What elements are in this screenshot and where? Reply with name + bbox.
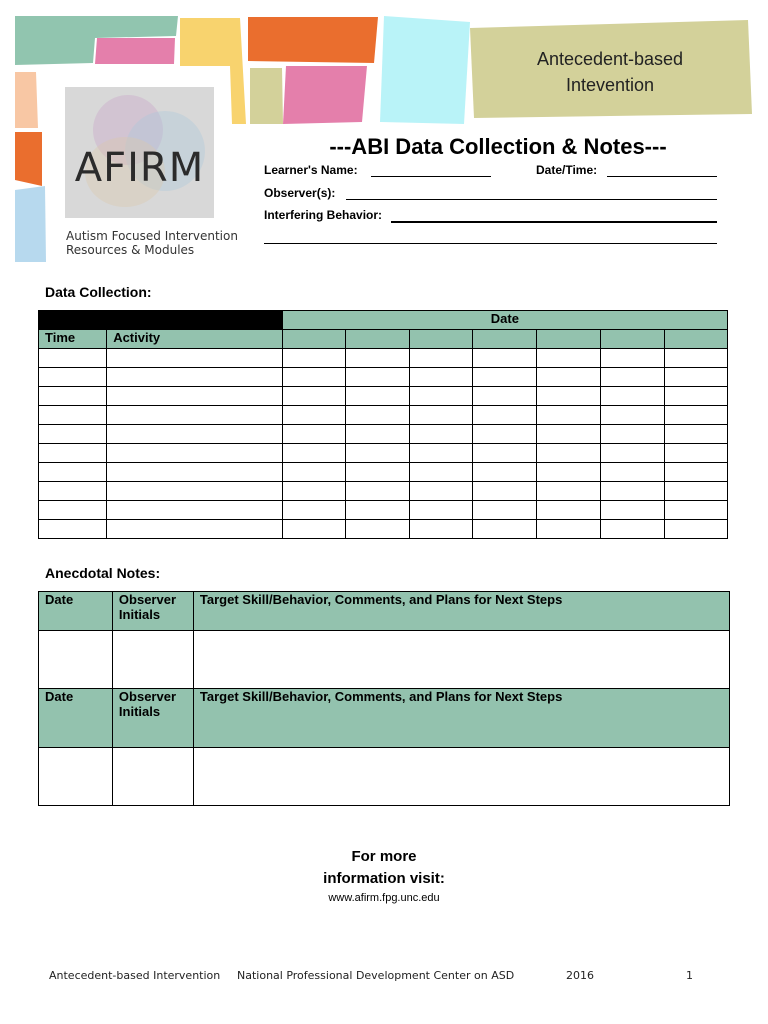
date-column-header [473, 330, 537, 349]
interfering-behavior-field-line2[interactable] [264, 243, 717, 244]
date-data-cell[interactable] [664, 444, 727, 463]
topic-title: Antecedent-based Intevention [536, 49, 684, 95]
date-column-header [345, 330, 409, 349]
logo-subtitle: Autism Focused Intervention Resources & Modules [66, 229, 238, 257]
date-data-cell[interactable] [473, 349, 537, 368]
time-cell[interactable] [39, 520, 107, 539]
date-data-cell[interactable] [282, 520, 345, 539]
target-skill-cell[interactable] [193, 748, 729, 806]
blank-header-cell [39, 311, 283, 330]
observers-label: Observer(s): [264, 186, 336, 200]
date-time-label: Date/Time: [536, 163, 598, 177]
more-info-line2: information visit: [323, 870, 445, 887]
date-data-cell[interactable] [345, 482, 409, 501]
date-data-cell[interactable] [410, 501, 473, 520]
note-date-cell[interactable] [39, 748, 113, 806]
date-data-cell[interactable] [282, 425, 345, 444]
activity-cell[interactable] [107, 387, 283, 406]
anecdotal-notes-table [38, 591, 730, 806]
time-cell[interactable] [39, 387, 107, 406]
activity-cell[interactable] [107, 425, 283, 444]
observer-initials-header: Observer Initials [112, 592, 193, 631]
observers-field[interactable] [346, 199, 717, 200]
activity-cell[interactable] [107, 501, 283, 520]
date-data-cell[interactable] [537, 520, 600, 539]
footer-year: 2016 [566, 969, 594, 982]
time-cell[interactable] [39, 482, 107, 501]
afirm-logo [65, 87, 214, 218]
activity-cell[interactable] [107, 463, 283, 482]
activity-cell[interactable] [107, 406, 283, 425]
date-data-cell[interactable] [410, 349, 473, 368]
date-data-cell[interactable] [345, 406, 409, 425]
website-link[interactable]: www.afirm.fpg.unc.edu [328, 892, 440, 904]
interfering-behavior-label: Interfering Behavior: [264, 208, 383, 222]
date-data-cell[interactable] [600, 444, 664, 463]
anecdotal-notes-heading: Anecdotal Notes: [45, 565, 161, 581]
footer-org: National Professional Development Center on ASD [237, 969, 515, 982]
activity-cell[interactable] [107, 368, 283, 387]
observer-initials-cell[interactable] [112, 748, 193, 806]
date-data-cell[interactable] [345, 444, 409, 463]
date-data-cell[interactable] [410, 444, 473, 463]
note-date-cell[interactable] [39, 631, 113, 689]
target-skill-header: Target Skill/Behavior, Comments, and Plans for Next Steps [193, 689, 729, 748]
date-data-cell[interactable] [282, 444, 345, 463]
logo-wordmark: AFIRM [74, 145, 205, 191]
date-data-cell[interactable] [410, 425, 473, 444]
date-data-cell[interactable] [600, 368, 664, 387]
date-data-cell[interactable] [473, 425, 537, 444]
observer-initials-cell[interactable] [112, 631, 193, 689]
date-data-cell[interactable] [537, 349, 600, 368]
date-data-cell[interactable] [282, 406, 345, 425]
date-data-cell[interactable] [600, 406, 664, 425]
date-data-cell[interactable] [345, 501, 409, 520]
time-cell[interactable] [39, 501, 107, 520]
date-data-cell[interactable] [345, 520, 409, 539]
date-data-cell[interactable] [664, 387, 727, 406]
table-row [39, 444, 728, 463]
activity-header: Activity [107, 330, 283, 349]
table-row [39, 387, 728, 406]
date-data-cell[interactable] [282, 368, 345, 387]
date-data-cell[interactable] [345, 425, 409, 444]
data-collection-table [38, 310, 728, 539]
more-info-box [299, 841, 469, 914]
more-info-line1: For more [351, 848, 417, 865]
date-column-header [410, 330, 473, 349]
date-data-cell[interactable] [473, 368, 537, 387]
date-data-cell[interactable] [600, 387, 664, 406]
date-data-cell[interactable] [664, 482, 727, 501]
date-data-cell[interactable] [664, 425, 727, 444]
date-time-field[interactable] [607, 176, 717, 177]
time-cell[interactable] [39, 463, 107, 482]
date-data-cell[interactable] [473, 406, 537, 425]
date-data-cell[interactable] [473, 482, 537, 501]
data-collection-heading: Data Collection: [45, 284, 152, 300]
time-cell[interactable] [39, 406, 107, 425]
time-cell[interactable] [39, 349, 107, 368]
date-data-cell[interactable] [473, 520, 537, 539]
date-data-cell[interactable] [600, 425, 664, 444]
date-column-header [282, 330, 345, 349]
observer-initials-header: Observer Initials [112, 689, 193, 748]
date-data-cell[interactable] [345, 349, 409, 368]
date-data-cell[interactable] [282, 482, 345, 501]
table-row [39, 406, 728, 425]
date-data-cell[interactable] [410, 463, 473, 482]
page-number: 1 [686, 969, 693, 982]
date-data-cell[interactable] [537, 425, 600, 444]
footer-module: Antecedent-based Intervention [49, 969, 221, 982]
date-data-cell[interactable] [345, 387, 409, 406]
date-data-cell[interactable] [345, 463, 409, 482]
date-data-cell[interactable] [537, 444, 600, 463]
date-data-cell[interactable] [410, 520, 473, 539]
target-skill-header: Target Skill/Behavior, Comments, and Plans for Next Steps [193, 592, 729, 631]
table-row [39, 463, 728, 482]
date-data-cell[interactable] [473, 444, 537, 463]
target-skill-cell[interactable] [193, 631, 729, 689]
date-data-cell[interactable] [537, 368, 600, 387]
date-data-cell[interactable] [345, 368, 409, 387]
note-date-header: Date [39, 592, 113, 631]
date-data-cell[interactable] [664, 463, 727, 482]
date-data-cell[interactable] [664, 520, 727, 539]
date-data-cell[interactable] [537, 387, 600, 406]
date-data-cell[interactable] [537, 406, 600, 425]
date-data-cell[interactable] [473, 463, 537, 482]
date-header: Date [282, 311, 727, 330]
date-data-cell[interactable] [473, 501, 537, 520]
date-column-header [664, 330, 727, 349]
time-header: Time [39, 330, 107, 349]
activity-cell[interactable] [107, 349, 283, 368]
date-data-cell[interactable] [282, 349, 345, 368]
date-data-cell[interactable] [664, 501, 727, 520]
date-data-cell[interactable] [600, 520, 664, 539]
table-row [39, 482, 728, 501]
date-data-cell[interactable] [282, 387, 345, 406]
date-data-cell[interactable] [600, 463, 664, 482]
note-date-header: Date [39, 689, 113, 748]
date-data-cell[interactable] [664, 349, 727, 368]
data-collection-rows [39, 349, 728, 539]
date-data-cell[interactable] [664, 406, 727, 425]
date-data-cell[interactable] [537, 463, 600, 482]
date-data-cell[interactable] [410, 482, 473, 501]
date-data-cell[interactable] [282, 463, 345, 482]
date-data-cell[interactable] [473, 387, 537, 406]
table-row [39, 501, 728, 520]
learner-name-field[interactable] [371, 176, 491, 177]
date-data-cell[interactable] [537, 482, 600, 501]
activity-cell[interactable] [107, 444, 283, 463]
interfering-behavior-field[interactable] [391, 221, 717, 223]
date-data-cell[interactable] [664, 368, 727, 387]
table-row [39, 368, 728, 387]
date-data-cell[interactable] [410, 387, 473, 406]
activity-cell[interactable] [107, 520, 283, 539]
activity-cell[interactable] [107, 482, 283, 501]
date-data-cell[interactable] [537, 501, 600, 520]
table-row [39, 520, 728, 539]
page-title: ---ABI Data Collection & Notes--- [329, 134, 667, 159]
date-data-cell[interactable] [410, 368, 473, 387]
time-cell[interactable] [39, 368, 107, 387]
date-data-cell[interactable] [600, 349, 664, 368]
date-data-cell[interactable] [600, 501, 664, 520]
date-column-header [600, 330, 664, 349]
table-row [39, 349, 728, 368]
learner-name-label: Learner's Name: [264, 163, 358, 177]
date-column-header [537, 330, 600, 349]
table-row [39, 425, 728, 444]
date-data-cell[interactable] [600, 482, 664, 501]
date-data-cell[interactable] [410, 406, 473, 425]
time-cell[interactable] [39, 444, 107, 463]
time-cell[interactable] [39, 425, 107, 444]
date-data-cell[interactable] [282, 501, 345, 520]
